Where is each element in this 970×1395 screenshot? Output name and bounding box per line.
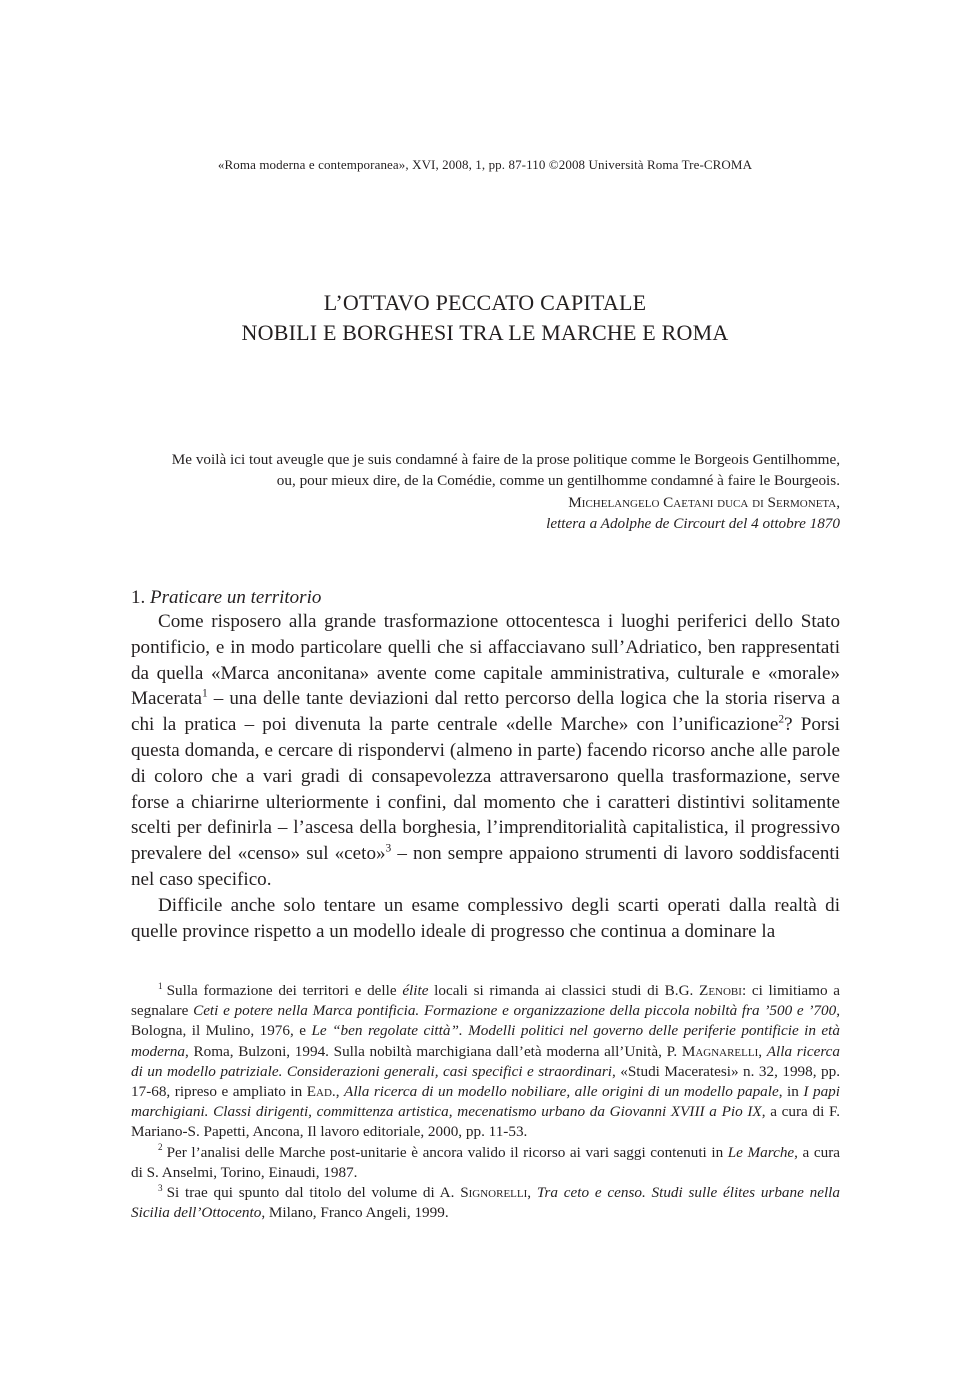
footnote-text: Per l’analisi delle Marche post-unitarie è ancora valido il ricorso ai vari saggi contenuti in — [166, 1143, 728, 1161]
footnote-italic: Alla ricerca di un modello patriziale. Considerazioni generali, casi specifici e straordinari — [131, 1042, 841, 1080]
title-line-2: NOBILI E BORGHESI TRA LE MARCHE E ROMA — [241, 320, 729, 345]
footnote-italic: élite — [402, 982, 429, 999]
footnote-number: 2 — [158, 1142, 163, 1153]
footnote-text: , a cura di S. Anselmi, Torino, Einaudi, 1987. — [131, 1143, 840, 1181]
footnote-text: , — [527, 1184, 537, 1202]
section-number: 1. — [131, 587, 146, 608]
title-line-1: L’OTTAVO PECCATO CAPITALE — [323, 290, 647, 315]
footnote-1 — [131, 981, 840, 1143]
footnote-text: , Milano, Franco Angeli, 1999. — [261, 1204, 449, 1222]
footnote-text: , a cura di F. Mariano-S. Papetti, Ancona, Il lavoro editoriale, 2000, pp. 11-53. — [131, 1103, 841, 1141]
footnote-author: Zenobi — [699, 982, 742, 999]
footnote-text: Sulla formazione dei territori e delle — [166, 982, 403, 999]
footnote-italic: I papi marchigiani. Classi dirigenti, committenza artistica, mecenatismo urbano da Giovanni XVIII a Pio IX — [131, 1083, 840, 1121]
footnote-ref-3[interactable]: 3 — [385, 842, 392, 855]
footnote-text: locali si rimanda ai classici studi di B.G. — [428, 982, 700, 999]
footnote-text: , Bologna, il Mulino, 1976, e — [131, 1002, 840, 1040]
footnote-italic: Le “ben regolate città”. Modelli politici nel governo delle periferie pontificie in età moderna — [131, 1022, 840, 1060]
epigraph-source: lettera a Adolphe de Circourt del 4 ottobre 1870 — [546, 514, 840, 532]
footnote-text: , — [758, 1042, 767, 1060]
footnote-text: , in — [778, 1083, 804, 1101]
body-text — [131, 609, 840, 944]
footnote-author: Signorelli — [460, 1184, 528, 1202]
epigraph — [160, 449, 840, 534]
epigraph-quote: Me voilà ici tout aveugle que je suis condamné à faire de la prose politique comme le Borgeois Gentilhomme, ou, pour mieux dire, de la Comédie, comme un gentilhomme condamné à faire le Bourgeois. — [171, 451, 840, 490]
footnote-italic: Alla ricerca di un modello nobiliare, alle origini di un modello papale — [344, 1083, 779, 1101]
footnote-author: Ead — [306, 1083, 332, 1101]
footnote-text: Si trae qui spunto dal titolo del volume di A. — [166, 1184, 461, 1202]
footnote-italic: Le Marche — [727, 1143, 795, 1161]
paragraph-1-part-c: ? Porsi questa domanda, e cercare di rispondervi (almeno in parte) facendo ricorso anche alle parole di coloro che a vari gradi di consapevolezza attraversarono quella trasformazione, serve forse a chiarirne ulteriormente i confini, dal momento che i caratteri distintivi solitamente scelti per definirla – l’ascesa della borghesia, l’imprenditorialità capitalistica, il progressivo prevalere del «censo» sul «ceto» — [131, 714, 840, 865]
paragraph-1 — [131, 609, 840, 893]
footnote-text: , «Studi Maceratesi» n. 32, 1998, pp. 17-68, ripreso e ampliato in — [131, 1062, 840, 1101]
footnote-text: , Roma, Bulzoni, 1994. Sulla nobiltà marchigiana dall’età moderna all’Unità, P. — [185, 1042, 682, 1060]
article-title — [0, 288, 970, 348]
paragraph-1-part-d: – non sempre appaiono strumenti di lavoro soddisfacenti nel caso specifico. — [131, 843, 840, 890]
footnote-2 — [131, 1143, 840, 1183]
footnote-ref-2[interactable]: 2 — [778, 713, 785, 726]
footnote-number: 3 — [158, 1182, 163, 1193]
paragraph-1-part-a: Come risposero alla grande trasformazione ottocentesca i luoghi periferici dello Stato pontificio, e in modo particolare quelli che si affacciavano sull’Adriatico, ben rappresentati da quella «Marca anconitana» avente come capitale amministrativa, culturale e «morale» Macerata — [131, 611, 840, 710]
footnote-number: 1 — [158, 980, 163, 991]
footnote-text: ., — [331, 1083, 345, 1101]
footnote-italic: Ceti e potere nella Marca pontificia. Formazione e organizzazione della piccola nobiltà fra ’500 e ’700 — [193, 1002, 837, 1020]
running-header: «Roma moderna e contemporanea», XVI, 2008, 1, pp. 87-110 ©2008 Università Roma Tre-CROMA — [217, 157, 753, 172]
footnote-ref-1[interactable]: 1 — [202, 687, 208, 700]
footnote-3 — [131, 1183, 840, 1223]
paragraph-2: Difficile anche solo tentare un esame complessivo degli scarti operati dalla realtà di quelle province rispetto a un modello ideale di progresso che continua a dominare la — [131, 894, 840, 942]
footnotes — [131, 981, 840, 1223]
footnote-author: Magnarelli — [681, 1042, 759, 1060]
section-heading — [131, 585, 321, 611]
paragraph-1-part-b: – una delle tante deviazioni dal retto percorso della logica che la storia riserva a chi la pratica – poi divenuta la parte centrale «delle Marche» con l’unificazione — [131, 688, 840, 736]
epigraph-author: Michelangelo Caetani duca di Sermoneta, — [568, 493, 840, 511]
footnote-text: : ci limitiamo a segnalare — [131, 982, 841, 1020]
section-title: Praticare un territorio — [150, 587, 322, 608]
footnote-italic: Tra ceto e censo. Studi sulle élites urbane nella Sicilia dell’Ottocento — [131, 1184, 840, 1222]
